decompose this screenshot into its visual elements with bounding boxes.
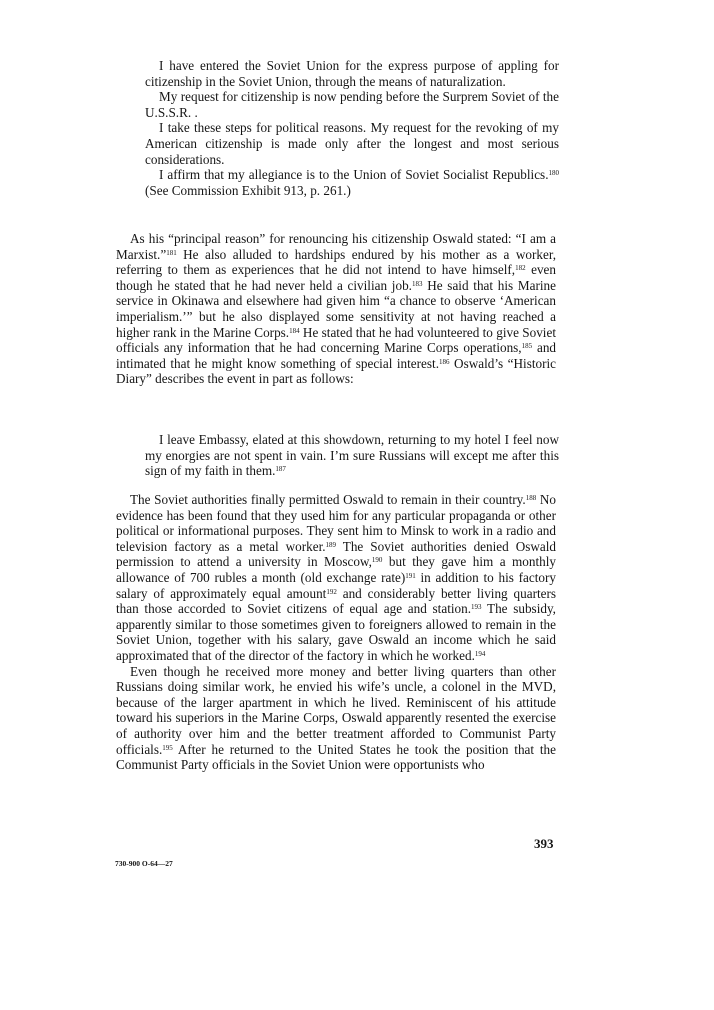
text: I affirm that my allegiance is to the Union of Soviet Socialist Republics. (159, 167, 549, 183)
text: and considerably better living quarters than those accorded to Soviet citizens of equal age and station. (116, 585, 557, 617)
footnote-ref: 191 (405, 571, 416, 580)
text: My request for citizenship is now pending before the Surprem Soviet of the U.S.S.R. . (145, 89, 559, 120)
footnote-ref: 182 (515, 264, 526, 273)
quote-paragraph (145, 432, 559, 479)
footnote-ref: 190 (371, 556, 383, 565)
text: Oswald’s “Historic Diary” describes the event in part as follows: (116, 355, 556, 387)
body-text (116, 492, 556, 773)
text: Even though he received more money and better living quarters than other Russians doing similar work, he envied his wife’s uncle, a colonel in the MVD, because of the larger apartment in which he lived. Reminiscent of his attitude toward his superiors in the Marine Corps, Oswald apparently resented the exercise of authority over him and the better treatment afforded to Communist Party officials. (116, 663, 556, 757)
text: He stated that he had volunteered to give Soviet officials any information that he had concerning Marine Corps operations, (116, 324, 556, 356)
diary-quote (145, 432, 559, 479)
text: but they gave him a monthly allowance of 700 rubles a month (old exchange rate) (116, 554, 557, 585)
text: The Soviet authorities denied Oswald permission to attend a university in Moscow, (116, 538, 556, 570)
footnote-ref: 185 (521, 342, 533, 351)
footnote-ref: 180 (548, 169, 559, 178)
footnote-ref: 187 (275, 465, 286, 474)
text: even though he stated that he had never held a civilian job. (116, 262, 556, 293)
footnote-ref: 193 (471, 603, 482, 612)
quote-paragraph (145, 89, 559, 120)
quote-paragraph (145, 120, 559, 167)
print-code: 730-900 O-64—27 (115, 859, 173, 868)
quote-paragraph (145, 58, 559, 89)
text: I leave Embassy, elated at this showdown, returning to my hotel I feel now my enorgies are not spent in vain. I’m sure Russians will except me after this sign of my faith in them. (145, 432, 559, 479)
text: After he returned to the United States he took the position that the Communist Party officials in the Soviet Union were opportunists who (116, 741, 556, 773)
page-number: 393 (534, 836, 554, 851)
footnote-ref: 195 (162, 743, 173, 752)
footnote-ref: 189 (325, 540, 337, 549)
footnote-ref: 194 (474, 649, 486, 658)
footnote-ref: 184 (289, 326, 300, 335)
footnote-ref: 183 (411, 279, 423, 288)
footnote-ref: 186 (439, 357, 450, 366)
text: and intimated that he might know something of special interest. (116, 340, 557, 371)
body-paragraph (116, 231, 556, 387)
quoted-letter (145, 58, 559, 198)
body-paragraph (116, 492, 556, 664)
text: I have entered the Soviet Union for the express purpose of appling for citizenship in the Soviet Union, through the means of naturalization. (145, 58, 559, 89)
text: in addition to his factory salary of approximately equal amount (116, 569, 557, 601)
footnote-ref: 192 (326, 587, 337, 596)
text: As his “principal reason” for renouncing his citizenship Oswald stated: “I am a Marxist.” (116, 231, 556, 262)
quote-paragraph (145, 167, 559, 198)
footnote-ref: 188 (525, 494, 537, 502)
text: (See Commission Exhibit 913, p. 261.) (145, 182, 351, 198)
body-paragraph (116, 664, 556, 773)
text: No evidence has been found that they used him for any particular propaganda or other political or informational purposes. They sent him to Minsk to work in a radio and television factory as a metal worker. (116, 492, 556, 554)
body-text (116, 231, 556, 387)
text: The Soviet authorities finally permitted Oswald to remain in their country. (130, 492, 526, 507)
text: I take these steps for political reasons. My request for the revoking of my American citizenship is made only after the longest and most serious considerations. (145, 120, 559, 167)
text: He said that his Marine service in Okinawa and elsewhere had given him “a chance to observe ‘American imperialism.’” but he also displayed some sensitivity at not having reached a higher rank in the Marine Corps. (116, 277, 556, 340)
text: The subsidy, apparently similar to those sometimes given to foreigners allowed to remain in the Soviet Union, together with his salary, gave Oswald an income which he said approximated that of the director of the factory in which he worked. (116, 601, 556, 663)
footnote-ref: 181 (166, 248, 177, 257)
text: He also alluded to hardships endured by his mother as a worker, referring to them as experiences that he did not intend to have himself, (116, 246, 556, 278)
